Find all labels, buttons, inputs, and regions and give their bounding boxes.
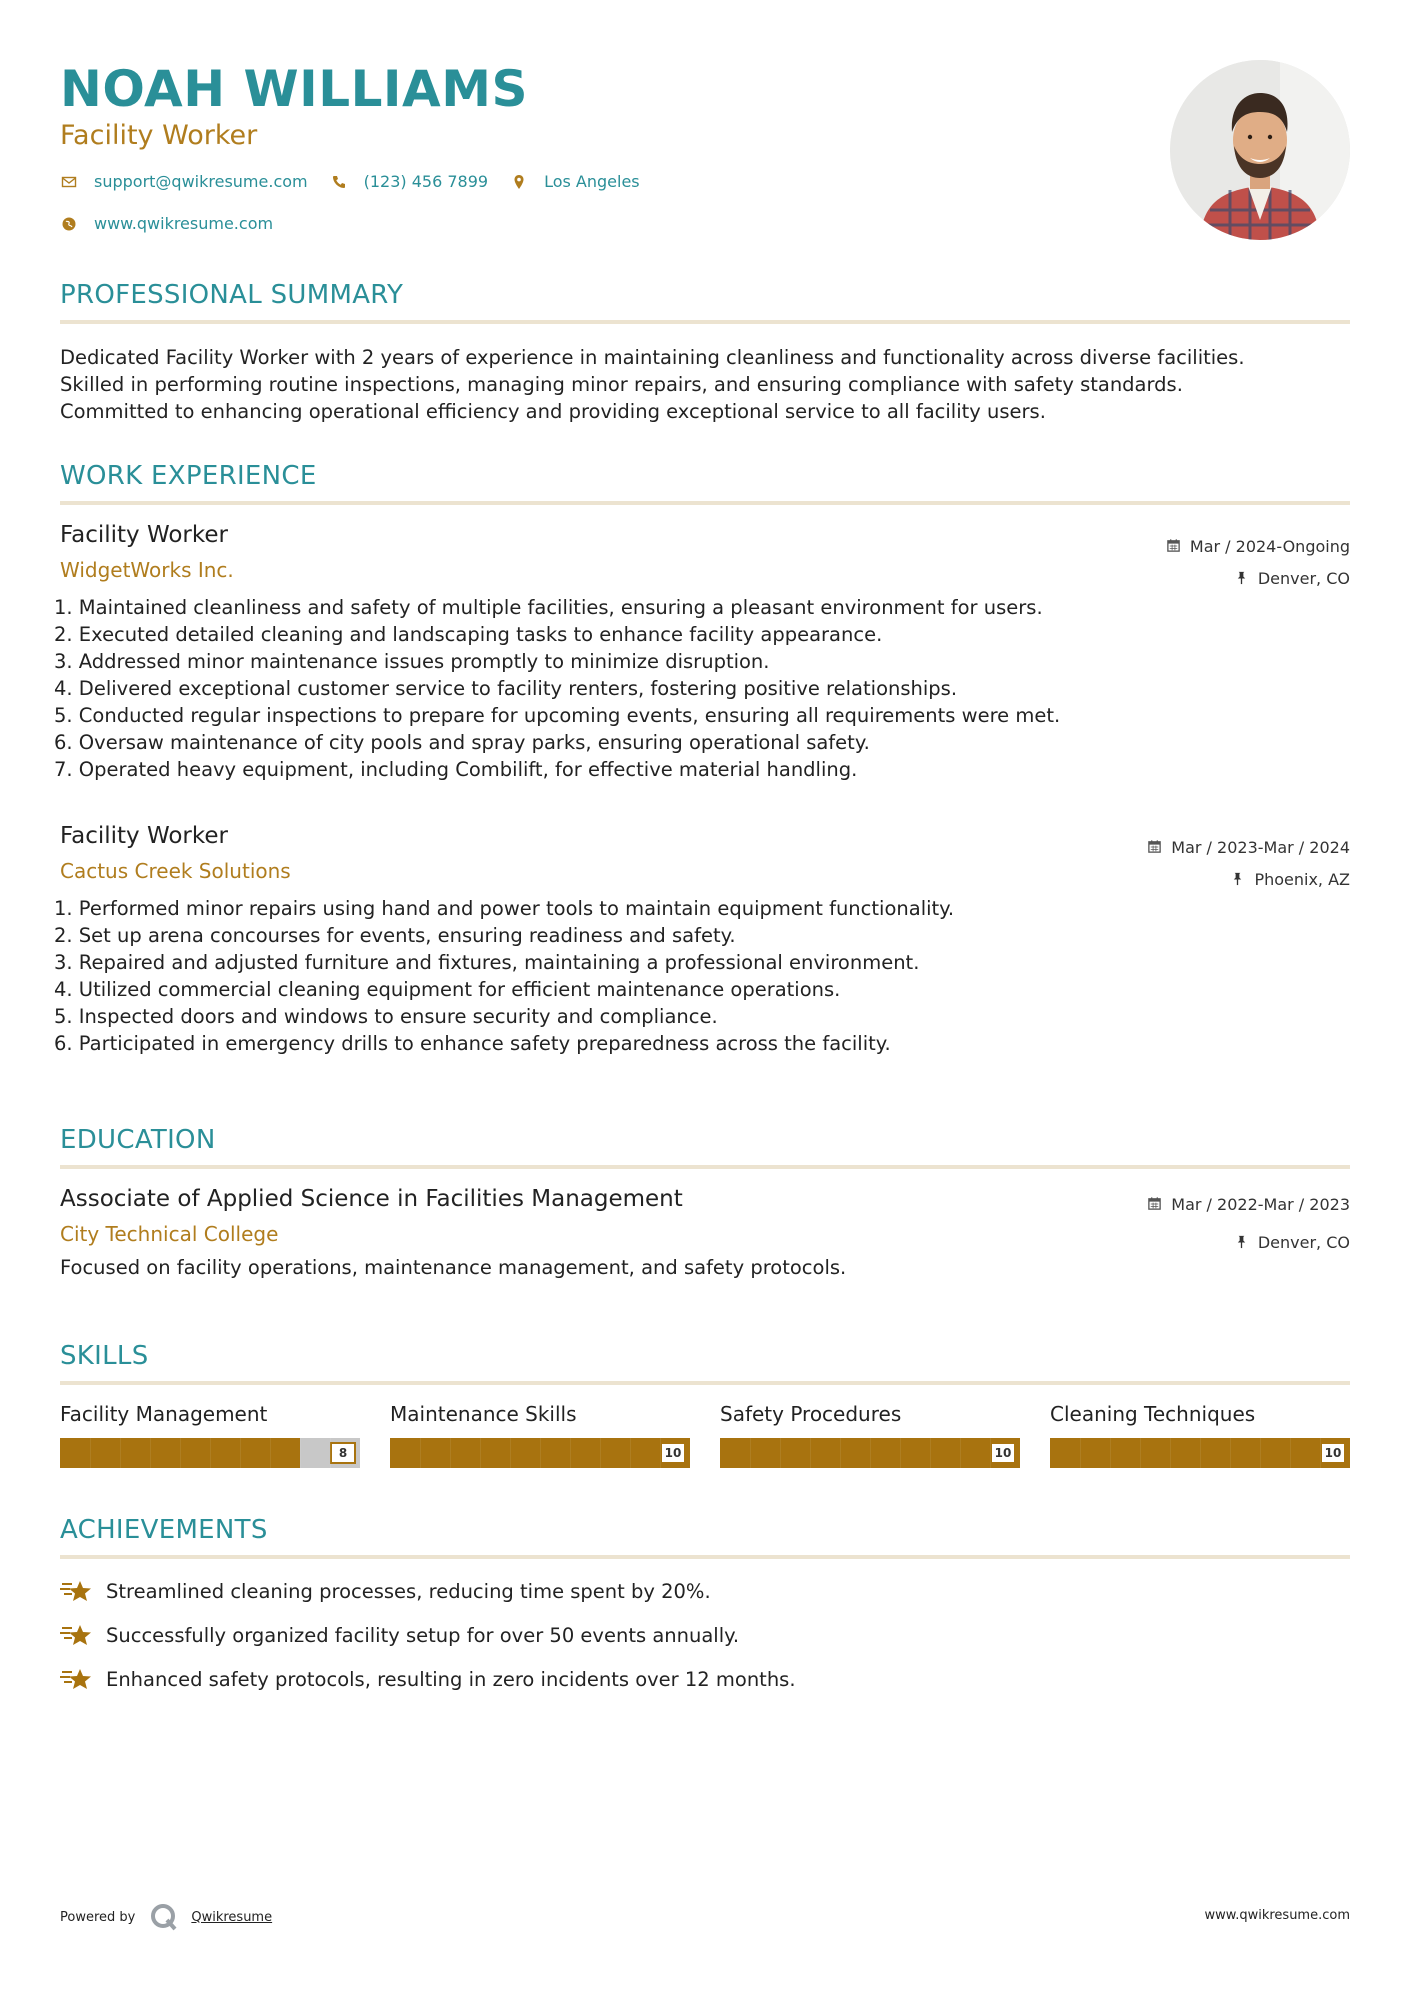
skill-bar-segment xyxy=(780,1438,781,1468)
contact-location xyxy=(510,172,640,191)
website-text[interactable]: www.qwikresume.com xyxy=(94,214,274,233)
avatar xyxy=(1170,60,1350,240)
shooting-star-icon xyxy=(60,1664,94,1694)
skill-bar xyxy=(60,1438,360,1468)
candidate-title: Facility Worker xyxy=(60,120,258,151)
skill-bar-segment xyxy=(240,1438,241,1468)
skill-bar-segment xyxy=(1140,1438,1141,1468)
skill-label: Facility Management xyxy=(60,1402,268,1426)
skill-bar-segment xyxy=(480,1438,481,1468)
job-location xyxy=(1147,863,1350,895)
skill-bar-segment xyxy=(180,1438,181,1468)
skill-bar-segment xyxy=(1200,1438,1201,1468)
skill-bar-segment xyxy=(1230,1438,1231,1468)
contact-website[interactable] xyxy=(60,214,273,233)
list-item: 3. Addressed minor maintenance issues promptly to minimize disruption. xyxy=(54,650,770,673)
job-location-text: Denver, CO xyxy=(1257,568,1350,588)
globe-icon xyxy=(60,215,78,233)
calendar-icon xyxy=(1147,839,1163,855)
skill-level: 10 xyxy=(1320,1442,1346,1464)
education-description: Focused on facility operations, maintenance management, and safety protocols. xyxy=(60,1256,847,1279)
section-divider xyxy=(60,320,1350,324)
summary-line: Skilled in performing routine inspections, managing minor repairs, and ensuring compliance with safety standards. xyxy=(60,373,1183,396)
summary-text xyxy=(60,344,1350,425)
person-photo-icon xyxy=(1170,60,1350,240)
skill-bar-segment xyxy=(540,1438,541,1468)
footer-powered-by xyxy=(60,1902,272,1932)
job-bullets xyxy=(54,895,1350,1057)
skill-bar-segment xyxy=(1170,1438,1171,1468)
education-dates xyxy=(1147,1188,1350,1220)
pushpin-icon xyxy=(1230,871,1246,887)
phone-icon xyxy=(330,173,348,191)
list-item: 2. Executed detailed cleaning and landscaping tasks to enhance facility appearance. xyxy=(54,623,883,646)
contact-row xyxy=(60,172,662,191)
section-heading-education: EDUCATION xyxy=(60,1125,216,1155)
education-dates-text: Mar / 2022-Mar / 2023 xyxy=(1171,1194,1350,1214)
achievement-item xyxy=(60,1576,711,1606)
job-company: Cactus Creek Solutions xyxy=(60,859,291,883)
degree-title: Associate of Applied Science in Facilities Management xyxy=(60,1186,683,1212)
skill-bar-segment xyxy=(300,1438,301,1468)
email-text[interactable]: support@qwikresume.com xyxy=(94,172,308,191)
list-item: 5. Inspected doors and windows to ensure security and compliance. xyxy=(54,1005,718,1028)
skill-bar-segment xyxy=(1110,1438,1111,1468)
contact-row-website xyxy=(60,214,295,233)
job-dates-text: Mar / 2024-Ongoing xyxy=(1189,536,1350,556)
section-heading-experience: WORK EXPERIENCE xyxy=(60,461,317,491)
skill-bar-segment xyxy=(600,1438,601,1468)
list-item: 7. Operated heavy equipment, including Combilift, for effective material handling. xyxy=(54,758,858,781)
achievement-text: Successfully organized facility setup for over 50 events annually. xyxy=(106,1623,740,1647)
section-divider xyxy=(60,1165,1350,1169)
achievement-text: Enhanced safety protocols, resulting in zero incidents over 12 months. xyxy=(106,1667,796,1691)
section-heading-summary: PROFESSIONAL SUMMARY xyxy=(60,280,404,310)
achievement-item xyxy=(60,1620,739,1650)
job-dates xyxy=(1147,831,1350,863)
skill-bar-segment xyxy=(630,1438,631,1468)
skill-label: Maintenance Skills xyxy=(390,1402,577,1426)
footer-website[interactable]: www.qwikresume.com xyxy=(1204,1908,1350,1923)
education-location-text: Denver, CO xyxy=(1257,1232,1350,1252)
skill-level: 10 xyxy=(990,1442,1016,1464)
skill-item xyxy=(720,1402,1020,1468)
skill-bar-segment xyxy=(90,1438,91,1468)
summary-line: Committed to enhancing operational efficiency and providing exceptional service to all facility users. xyxy=(60,400,1046,423)
skill-label: Cleaning Techniques xyxy=(1050,1402,1256,1426)
job-title: Facility Worker xyxy=(60,522,228,548)
skill-item xyxy=(390,1402,690,1468)
candidate-name: NOAH WILLIAMS xyxy=(60,60,528,118)
phone-text[interactable]: (123) 456 7899 xyxy=(363,172,489,191)
job-title: Facility Worker xyxy=(60,823,228,849)
skill-bar xyxy=(1050,1438,1350,1468)
pushpin-icon xyxy=(1234,570,1250,586)
skill-bar-segment xyxy=(1320,1438,1321,1468)
list-item: 6. Oversaw maintenance of city pools and spray parks, ensuring operational safety. xyxy=(54,731,870,754)
list-item: 5. Conducted regular inspections to prepare for upcoming events, ensuring all requirements were met. xyxy=(54,704,1061,727)
skill-level: 10 xyxy=(660,1442,686,1464)
shooting-star-icon xyxy=(60,1620,94,1650)
skill-bar-segment xyxy=(270,1438,271,1468)
education-meta xyxy=(1147,1188,1350,1258)
shooting-star-icon xyxy=(60,1576,94,1606)
skill-item xyxy=(60,1402,360,1468)
skill-item xyxy=(1050,1402,1350,1468)
skill-bar-segment xyxy=(1080,1438,1081,1468)
list-item: 3. Repaired and adjusted furniture and fixtures, maintaining a professional environment. xyxy=(54,951,920,974)
section-divider xyxy=(60,501,1350,505)
calendar-icon xyxy=(1166,538,1182,554)
skill-bar-segment xyxy=(510,1438,511,1468)
skill-bar-segment xyxy=(750,1438,751,1468)
job-company: WidgetWorks Inc. xyxy=(60,558,234,582)
job-bullets xyxy=(54,594,1350,783)
skill-bar-segment xyxy=(570,1438,571,1468)
section-divider xyxy=(60,1555,1350,1559)
skill-label: Safety Procedures xyxy=(720,1402,902,1426)
list-item: 4. Delivered exceptional customer service to facility renters, fostering positive relationships. xyxy=(54,677,958,700)
resume-page xyxy=(54,0,1350,1990)
job-location xyxy=(1166,562,1350,594)
skill-bar-segment xyxy=(990,1438,991,1468)
section-divider xyxy=(60,1381,1350,1385)
skill-bar-segment xyxy=(150,1438,151,1468)
job-dates-text: Mar / 2023-Mar / 2024 xyxy=(1171,837,1350,857)
skill-bar-segment xyxy=(1290,1438,1291,1468)
list-item: 1. Maintained cleanliness and safety of multiple facilities, ensuring a pleasant environment for users. xyxy=(54,596,1043,619)
contact-email[interactable] xyxy=(60,172,308,191)
education-location xyxy=(1147,1226,1350,1258)
section-heading-skills: SKILLS xyxy=(60,1341,149,1371)
powered-by-text: Powered by xyxy=(60,1909,136,1925)
skill-bar-segment xyxy=(660,1438,661,1468)
skill-level: 8 xyxy=(330,1442,356,1464)
skill-bar xyxy=(720,1438,1020,1468)
section-heading-achievements: ACHIEVEMENTS xyxy=(60,1515,268,1545)
skill-bar-segment xyxy=(1260,1438,1261,1468)
job-meta xyxy=(1147,831,1350,895)
qwikresume-link[interactable]: Qwikresume xyxy=(191,1909,273,1925)
qwikresume-logo-icon xyxy=(149,1902,179,1932)
skill-bar-segment xyxy=(840,1438,841,1468)
job-entry xyxy=(54,823,1350,1057)
achievement-item xyxy=(60,1664,796,1694)
summary-line: Dedicated Facility Worker with 2 years of experience in maintaining cleanliness and functionality across diverse facilities. xyxy=(60,346,1245,369)
skill-bar-segment xyxy=(450,1438,451,1468)
location-text: Los Angeles xyxy=(544,172,640,191)
pushpin-icon xyxy=(1234,1234,1250,1250)
job-location-text: Phoenix, AZ xyxy=(1254,869,1350,889)
skill-bar-segment xyxy=(870,1438,871,1468)
map-pin-icon xyxy=(510,173,528,191)
contact-phone[interactable] xyxy=(330,172,488,191)
calendar-icon xyxy=(1147,1196,1163,1212)
list-item: 6. Participated in emergency drills to enhance safety preparedness across the facility. xyxy=(54,1032,891,1055)
achievement-text: Streamlined cleaning processes, reducing time spent by 20%. xyxy=(106,1579,711,1603)
list-item: 1. Performed minor repairs using hand and power tools to maintain equipment functionality. xyxy=(54,897,955,920)
skill-bar-segment xyxy=(810,1438,811,1468)
job-dates xyxy=(1166,530,1350,562)
skill-bar-segment xyxy=(120,1438,121,1468)
skill-bar-segment xyxy=(420,1438,421,1468)
skill-bar-segment xyxy=(210,1438,211,1468)
school-name: City Technical College xyxy=(60,1222,279,1246)
skill-bar-segment xyxy=(900,1438,901,1468)
job-meta xyxy=(1166,530,1350,594)
envelope-icon xyxy=(60,173,78,191)
skill-bar-segment xyxy=(930,1438,931,1468)
skill-bar-segment xyxy=(330,1438,331,1468)
education-entry xyxy=(60,1186,1350,1279)
skill-bar xyxy=(390,1438,690,1468)
list-item: 2. Set up arena concourses for events, ensuring readiness and safety. xyxy=(54,924,736,947)
list-item: 4. Utilized commercial cleaning equipment for efficient maintenance operations. xyxy=(54,978,841,1001)
job-entry xyxy=(54,522,1350,783)
skill-bar-segment xyxy=(960,1438,961,1468)
